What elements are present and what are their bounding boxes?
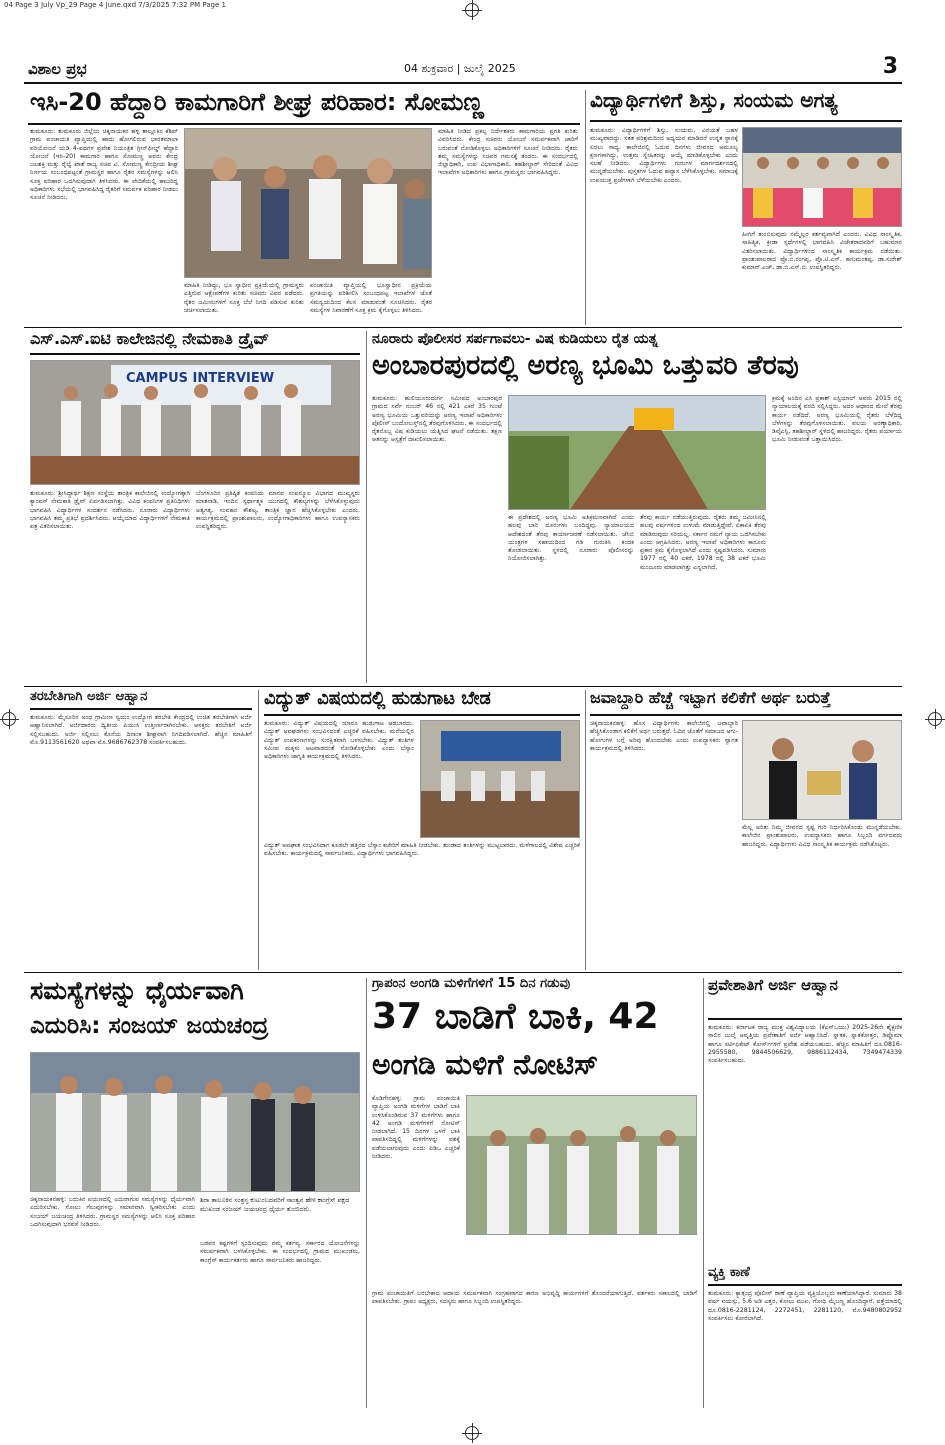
excavation-photo-icon [509,396,766,510]
story9-kicker: ಗ್ರಾಪಂನ ಅಂಗಡಿ ಮಳಿಗೆಗಳಿಗೆ 15 ದಿನ ಗಡುವು [372,976,571,991]
newspaper-name: ವಿಶಾಲ ಪ್ರಭ [28,60,87,78]
registration-mark-right [928,712,942,726]
campus-interview-banner: CAMPUS INTERVIEW [126,371,275,386]
column-divider [366,978,367,1408]
story1-rule [28,123,580,125]
visit-photo-icon [31,1053,360,1192]
story8-headline-line1: ಸಮಸ್ಯೆಗಳನ್ನು ಧೈರ್ಯವಾಗಿ [30,978,244,1005]
column-divider [585,690,586,970]
story9-headline-line2: ಅಂಗಡಿ ಮಳಿಗೆ ನೋಟಿಸ್ [372,1050,599,1081]
row-divider [24,686,902,687]
story4-col2: ಈ ಪ್ರದೇಶದಲ್ಲಿ ಅರಣ್ಯ ಭೂಮಿ ಅತಿಕ್ರಮಣವಾಗಿದೆ ಎಂದು ಹಲವು ಬಾರಿ ದೂರುಗಳು ಬಂದಿದ್ದವು. ನ್ಯಾಯಾಲಯದ ಆದೇಶದಂತೆ ತೆರವು ಕಾರ್ಯಾಚರಣೆ ನಡೆಸಲಾಯಿತು. ಜೆಸಿಬಿ ಯಂತ್ರಗಳ ಸಹಾಯದಿಂದ ಗಡಿ ಗುರುತಿಸಿ ಕಂದಕ ತೋಡಲಾಯಿತು. ಸ್ಥಳದಲ್ಲಿ ನೂರಾರು ಪೊಲೀಸರನ್ನು ನಿಯೋಜಿಸಲಾಗಿತ್ತು. [508,514,634,563]
page-number: 3 [882,54,898,79]
story8-headline-line2: ಎದುರಿಸಿ: ಸಂಜಯ್ ಜಯಚಂದ್ರ [30,1014,269,1039]
story8-col2: ಬಡವರ ಕಷ್ಟಗಳಿಗೆ ಸ್ಪಂದಿಸುವುದು ನಮ್ಮ ಕರ್ತವ್ಯ. ಸರ್ಕಾರದ ಯೋಜನೆಗಳನ್ನು ಸಮರ್ಪಕವಾಗಿ ಬಳಸಿಕೊಳ್ಳಬೇಕು. ಈ ಸಂದರ್ಭದಲ್ಲಿ ಗ್ರಾಮದ ಮುಖಂಡರು, ಕಾಂಗ್ರೆಸ್ ಕಾರ್ಯಕರ್ತರು ಹಾಗೂ ಸಾರ್ವಜನಿಕರು ಹಾಜರಿದ್ದರು. [200,1240,360,1264]
story9-col2: ಗ್ರಾಮ ಪಂಚಾಯಿತಿಗೆ ಬರಬೇಕಾದ ಆದಾಯ ಸಮರ್ಪಕವಾಗಿ ಸಂಗ್ರಹವಾಗದ ಕಾರಣ ಅಭಿವೃದ್ಧಿ ಕಾರ್ಯಗಳಿಗೆ ತೊಂದರೆಯಾಗುತ್ತಿದೆ. ವರ್ತಕರು ಸಕಾಲದಲ್ಲಿ ಬಾಡಿಗೆ ಪಾವತಿಸಬೇಕು. ಗ್ರಾಪಂ ಅಧ್ಯಕ್ಷರು, ಸದಸ್ಯರು ಹಾಗೂ ಸಿಬ್ಬಂದಿ ಉಪಸ್ಥಿತರಿದ್ದರು. [372,1290,697,1306]
story4-col1: ತುಮಕೂರು: ಹುಲಿಯೂರುದುರ್ಗ ಸಮೀಪದ ಅಂಬಾರಪುರ ಗ್ರಾಮದ ಸರ್ವೆ ನಂಬರ್ 46 ರಲ್ಲಿ 421 ಎಕರೆ 35 ಗುಂಟೆ ಅರಣ್ಯ ಭೂಮಿಯ ಒತ್ತುವರಿಯನ್ನು ಅರಣ್ಯ ಇಲಾಖೆ ಅಧಿಕಾರಿಗಳು ಪೊಲೀಸ್ ಬಂದೋಬಸ್ತ್‌ನಲ್ಲಿ ತೆರವುಗೊಳಿಸಿದರು. ಈ ಸಂದರ್ಭದಲ್ಲಿ ರೈತನೊಬ್ಬ ವಿಷ ಕುಡಿಯಲು ಯತ್ನಿಸಿದ ಘಟನೆ ನಡೆಯಿತು. ತಕ್ಷಣ ಆತನನ್ನು ಆಸ್ಪತ್ರೆಗೆ ದಾಖಲಿಸಲಾಯಿತು. [372,395,502,444]
story9-headline-line1: 37 ಬಾಡಿಗೆ ಬಾಕಿ, 42 [372,998,659,1037]
registration-mark-left [2,712,16,726]
meeting-photo-icon [185,129,432,278]
row-divider [24,972,902,973]
story6-col2: ವಿದ್ಯುತ್ ಅಪಘಾತ ಸಂಭವಿಸಿದಾಗ ಕೂಡಲೇ ಹತ್ತಿರದ ಬೆಸ್ಕಾಂ ಕಚೇರಿಗೆ ಮಾಹಿತಿ ನೀಡಬೇಕು. ತುಂಡಾದ ತಂತಿಗಳನ್ನು ಮುಟ್ಟಬಾರದು. ಮಳೆಗಾಲದಲ್ಲಿ ವಿಶೇಷ ಎಚ್ಚರಿಕೆ ವಹಿಸಬೇಕು. ಕಾರ್ಯಕ್ರಮದಲ್ಲಿ ಸಾರ್ವಜನಿಕರು, ವಿದ್ಯಾರ್ಥಿಗಳು ಭಾಗವಹಿಸಿದ್ದರು. [264,842,580,858]
story5-headline: ತರಬೇತಿಗಾಗಿ ಅರ್ಜಿ ಆಹ್ವಾನ [30,690,252,710]
story6-col1: ತುಮಕೂರು: ವಿದ್ಯುತ್ ವಿಷಯದಲ್ಲಿ ಯಾರೂ ಹುಡುಗಾಟ ಆಡಬಾರದು. ವಿದ್ಯುತ್ ಅವಘಡಗಳು ಸಂಭವಿಸದಂತೆ ಎಚ್ಚರಿಕೆ ವಹಿಸಬೇಕು. ಮನೆಯಲ್ಲಿನ ವಿದ್ಯುತ್ ಉಪಕರಣಗಳನ್ನು ಸುರಕ್ಷಿತವಾಗಿ ಬಳಸಬೇಕು. ವಿದ್ಯುತ್ ತಂತಿಗಳ ಸಮೀಪ ಮಕ್ಕಳು ಆಟವಾಡದಂತೆ ನೋಡಿಕೊಳ್ಳಬೇಕು ಎಂದು ಬೆಸ್ಕಾಂ ಅಧಿಕಾರಿಗಳು ಜಾಗೃತಿ ಕಾರ್ಯಕ್ರಮದಲ್ಲಿ ತಿಳಿಸಿದರು. [264,720,414,761]
story9-photo [466,1095,697,1235]
story2-headline: ವಿದ್ಯಾರ್ಥಿಗಳಿಗೆ ಶಿಸ್ತು, ಸಂಯಮ ಅಗತ್ಯ [590,90,902,122]
column-divider [258,690,259,970]
registration-mark-top [465,3,479,17]
story5-col: ತುಮಕೂರು: ಮೈಸೂರಿನ ಅಂಧ ಗ್ರಾಮೀಣ ಸ್ವಯಂ ಉದ್ಯೋಗ ತರಬೇತಿ ಕೇಂದ್ರದಲ್ಲಿ ಉಚಿತ ತರಬೇತಿಗಾಗಿ ಅರ್ಜಿ ಆಹ್ವಾನಿಸಲಾಗಿದೆ. ಅರ್ಜಿದಾರರು ದ್ವಿತೀಯ ಪಿಯುಸಿ ಉತ್ತೀರ್ಣರಾಗಿರಬೇಕು. ಆಸಕ್ತರು ತರಬೇತಿಗೆ ಅರ್ಜಿ ಸಲ್ಲಿಸಬಹುದು. ಅರ್ಜಿ ಸಲ್ಲಿಸಲು ಕೊನೆಯ ದಿನಾಂಕ ಶೀಘ್ರವಾಗಿ ನಿಗದಿಪಡಿಸಲಾಗಿದೆ. ಹೆಚ್ಚಿನ ಮಾಹಿತಿಗೆ ಮೊ.9113561620 ಅಥವಾ ಮೊ.9686762378 ಸಂಪರ್ಕಿಸಬಹುದು. [30,714,252,746]
story1-col2: ಮಾಹಿತಿ ನೀಡಿದ್ದು, ಭೂ ಸ್ವಾಧೀನ ಪ್ರಕ್ರಿಯೆಯಲ್ಲಿ ಗ್ರಾಮಸ್ಥರು ಎತ್ತಿರುವ ಆಕ್ಷೇಪಣೆಗಳ ಕುರಿತು ಸಚಿವರು ವಿವರ ಪಡೆದರು. ರೈತರ ಜಮೀನುಗಳಿಗೆ ಸೂಕ್ತ ಬೆಲೆ ನಿಗದಿ ಪಡಿಸುವ ಕುರಿತು ಚರ್ಚಿಸಲಾಯಿತು. [184,282,304,314]
story2-col2: ಹೀಗಿಗೆ ತುಂಬಿಸುವುದು ನಮ್ಮೆಲ್ಲರ ಕರ್ತವ್ಯವಾಗಿದೆ ಎಂದರು. ವಿವಿಧ ಸಾಂಸ್ಕೃತಿಕ, ಸಾಹಿತ್ಯಿಕ, ಕ್ರೀಡಾ ಸ್ಪರ್ಧೆಗಳಲ್ಲಿ ಭಾಗವಹಿಸಿ ವಿಜೇತರಾದವರಿಗೆ ಬಹುಮಾನ ವಿತರಿಸಲಾಯಿತು. ವಿದ್ಯಾರ್ಥಿಗಳಿಂದ ಸಾಂಸ್ಕೃತಿಕ ಕಾರ್ಯಕ್ರಮ ನಡೆಯಿತು. ಪ್ರಾಂಶುಪಾಲರಾದ ಪ್ರೊ.ಬಿ.ರಂಗಪ್ಪ, ಪ್ರೊ.ಟಿ.ಎನ್. ಹನುಮಂತಪ್ಪ, ಡಾ.ಸುರೇಶ್ ಕುಮಾರ್.ಎಚ್, ಡಾ.ಬಿ.ಎಸ್.ಬಿ. ಉಪಸ್ಥಿತರಿದ್ದರು. [742,231,902,272]
story7-col1: ಚಿಕ್ಕನಾಯಕನಹಳ್ಳಿ: ಹೊಸ ವಿದ್ಯಾರ್ಥಿಗಳು ಕಾಲೇಜಿನಲ್ಲಿ ಜವಾಬ್ದಾರಿ ಹೆಚ್ಚಿಸಿಕೊಂಡಾಗ ಕಲಿಕೆಗೆ ಅರ್ಥ ಬರುತ್ತದೆ. ಓದಿನ ಜೊತೆಗೆ ಸಮಾಜದ ಆಗು-ಹೋಗುಗಳ ಬಗ್ಗೆ ಅರಿವು ಹೊಂದಬೇಕು ಎಂದು ಉಪನ್ಯಾಸಕರು ಸ್ವಾಗತ ಕಾರ್ಯಕ್ರಮದಲ್ಲಿ ತಿಳಿಸಿದರು. [590,720,738,752]
story4-photo [508,395,766,510]
masthead [24,54,902,84]
issue-date: 04 ಶುಕ್ರವಾರ | ಜುಲೈ 2025 [404,62,516,75]
story3-photo [30,360,360,485]
column-divider [585,90,586,325]
ceremony-photo-icon [743,128,902,227]
story10-col: ತುಮಕೂರು: ಕರ್ನಾಟಕ ರಾಜ್ಯ ಮುಕ್ತ ವಿಶ್ವವಿದ್ಯಾಲಯ (ಕೆಎಸ್‌ಒಯು) 2025-26ನೇ ಶೈಕ್ಷಣಿಕ ಸಾಲಿನ ಜುಲೈ ಆವೃತ್ತಿಯ ಪ್ರವೇಶಾತಿಗೆ ಅರ್ಜಿ ಆಹ್ವಾನಿಸಿದೆ. ಸ್ನಾತಕ, ಸ್ನಾತಕೋತ್ತರ, ಡಿಪ್ಲೊಮಾ ಹಾಗೂ ಸರ್ಟಿಫಿಕೇಟ್ ಕೋರ್ಸ್‌ಗಳಿಗೆ ಪ್ರವೇಶ ಪಡೆಯಬಹುದು. ಹೆಚ್ಚಿನ ಮಾಹಿತಿಗೆ ದೂ.0816-2955580, 9844506629, 9886112434, 7349474339 ಸಂಪರ್ಕಿಸಬಹುದು. [708,1024,902,1065]
story4-col4: ಕ್ರಮಕ್ಕೆ ಅಂದಿನ ಎಸಿ ಪ್ರಕಾಶ್ ಎಸ್ಟಿಯಾಲ್ ಅವರು 2015 ರಲ್ಲಿ ನ್ಯಾಯಾಲಯಕ್ಕೆ ವರದಿ ಸಲ್ಲಿಸಿದ್ದರು. ಅದರ ಆಧಾರದ ಮೇಲೆ ತೆರವು ಕಾರ್ಯ ನಡೆದಿದೆ. ಅರಣ್ಯ ಭೂಮಿಯಲ್ಲಿ ರೈತರು ಬೆಳೆದಿದ್ದ ಬೆಳೆಗಳನ್ನು ತೆರವುಗೊಳಿಸಲಾಯಿತು. ವಲಯ ಅರಣ್ಯಾಧಿಕಾರಿ, ಡಿವೈಎಸ್ಪಿ, ತಹಶೀಲ್ದಾರ್ ಸ್ಥಳದಲ್ಲಿ ಹಾಜರಿದ್ದರು. ರೈತರು ಪರ್ಯಾಯ ಭೂಮಿ ನೀಡುವಂತೆ ಒತ್ತಾಯಿಸಿದರು. [772,395,902,444]
story1-col3: ಪಂಚಾಯಿತಿ ವ್ಯಾಪ್ತಿಯಲ್ಲಿ ಭೂಸ್ವಾಧೀನ ಪ್ರಕ್ರಿಯೆಯ ಪ್ರಗತಿಯನ್ನು ಪರಿಶೀಲಿಸಿ ಸಂಬಂಧಪಟ್ಟ ಇಲಾಖೆಗಳ ಜೊತೆ ಸಮನ್ವಯದಿಂದ ಕೆಲಸ ಮಾಡುವಂತೆ ಸೂಚಿಸಿದರು. ರೈತರ ಸಮಸ್ಯೆಗಳ ನಿವಾರಣೆಗೆ ಸೂಕ್ತ ಕ್ರಮ ಕೈಗೊಳ್ಳಲು ತಿಳಿಸಿದರು. [310,282,432,314]
story8-caption: ಶಿರಾ ತಾಲೂಕಿನ ಸಂತ್ರಸ್ತ ಕುಟುಂಬದವರಿಗೆ ಸಾಂತ್ವನ ಹೇಳಿ ಕಾಂಗ್ರೆಸ್ ಪಕ್ಷದ ಮುಖಂಡ ಸಂಜಯ್ ಜಯಚಂದ್ರ ಧೈರ್ಯ ತುಂಬಿದರು. [200,1196,350,1213]
story11-headline: ವ್ಯಕ್ತಿ ಕಾಣೆ [708,1266,902,1286]
story3-headline: ಎಸ್.ಎಸ್.ಐಟಿ ಕಾಲೇಜಿನಲ್ಲಿ ನೇಮಕಾತಿ ಡ್ರೈವ್ [30,331,360,355]
story1-headline: ಇಸಿ-20 ಹೆದ್ದಾರಿ ಕಾಮಗಾರಿಗೆ ಶೀಘ್ರ ಪರಿಹಾರ: ಸೋಮಣ್ಣ [30,90,484,116]
row-divider [24,327,902,328]
story2-col1: ತುಮಕೂರು: ವಿದ್ಯಾರ್ಥಿಗಳಿಗೆ ಶಿಸ್ತು, ಸಂಯಮ, ವಿನಯತೆ ಬಹಳ ಮುಖ್ಯವಾದದ್ದು. ಸತತ ಪರಿಶ್ರಮದಿಂದ ಅಧ್ಯಯನ ಮಾಡಿದರೆ ಉನ್ನತ ಸ್ಥಾನಕ್ಕೆ ಏರಲು ಸಾಧ್ಯ. ಕಾಲೇಜಿನಲ್ಲಿ ಓದುವ ದಿನಗಳು ಜೀವನದ ಅಮೂಲ್ಯ ಕ್ಷಣಗಳಾಗಿದ್ದು, ಉತ್ತಮ ಸ್ನೇಹಿತರನ್ನು ಆಯ್ಕೆ ಮಾಡಿಕೊಳ್ಳಬೇಕು ಎಂದು ಸಲಹೆ ನೀಡಿದರು. ವಿದ್ಯಾರ್ಥಿಗಳು ಗುರುಗಳ ಮಾರ್ಗದರ್ಶನದಲ್ಲಿ ಮುನ್ನಡೆಯಬೇಕು. ಪುಸ್ತಕಗಳ ಓದುವ ಹವ್ಯಾಸ ಬೆಳೆಸಿಕೊಳ್ಳಬೇಕು. ಸಮಾಜಕ್ಕೆ ಉಪಯುಕ್ತ ಪ್ರಜೆಗಳಾಗಿ ಬೆಳೆಯಬೇಕು ಎಂದರು. [590,127,738,184]
story4-headline: ಅಂಬಾರಪುರದಲ್ಲಿ ಅರಣ್ಯ ಭೂಮಿ ಒತ್ತುವರಿ ತೆರವು [372,352,799,381]
story9-col1: ಕೊಡಿಗೇನಹಳ್ಳಿ: ಗ್ರಾಮ ಪಂಚಾಯಿತಿ ವ್ಯಾಪ್ತಿಯ ಅಂಗಡಿ ಮಳಿಗೆಗಳ ಬಾಡಿಗೆ ಬಾಕಿ ಉಳಿಸಿಕೊಂಡಿರುವ 37 ಮಳಿಗೆಗಳು ಹಾಗೂ 42 ಅಂಗಡಿ ಮಳಿಗೆಗಳಿಗೆ ನೋಟಿಸ್ ನೀಡಲಾಗಿದೆ. 15 ದಿನಗಳ ಒಳಗೆ ಬಾಕಿ ಪಾವತಿಸದಿದ್ದಲ್ಲಿ ಮಳಿಗೆಗಳನ್ನು ವಶಕ್ಕೆ ಪಡೆಯಲಾಗುವುದು ಎಂದು ಪಿಡಿಒ ಎಚ್ಚರಿಕೆ ನೀಡಿದರು. [372,1095,460,1161]
story4-kicker: ನೂರಾರು ಪೊಲೀಸರ ಸರ್ಪಗಾವಲು- ವಿಷ ಕುಡಿಯಲು ರೈತ ಯತ್ನ [372,331,658,347]
story1-photo [184,128,432,278]
story8-photo [30,1052,360,1192]
column-divider [366,331,367,683]
story7-photo [742,720,902,820]
stage-photo-icon [421,721,580,838]
story11-col: ತುಮಕೂರು: ಕ್ಯಾತ್ಸಂದ್ರ ಪೊಲೀಸ್ ಠಾಣೆ ವ್ಯಾಪ್ತಿಯ ವ್ಯಕ್ತಿಯೊಬ್ಬರು ಕಾಣೆಯಾಗಿದ್ದಾರೆ. ಸುಮಾರು 38 ವರ್ಷ ವಯಸ್ಸು, 5.6 ಅಡಿ ಎತ್ತರ, ಕೋಲು ಮುಖ, ಗೋಧಿ ಮೈಬಣ್ಣ ಹೊಂದಿದ್ದಾರೆ. ಪತ್ತೆಯಾದಲ್ಲಿ ದೂ.0816-2281124, 2272451, 2281120, ಮೊ.9480802952 ಸಂಪರ್ಕಿಸಲು ಕೋರಲಾಗಿದೆ. [708,1290,902,1322]
shops-photo-icon [467,1096,697,1235]
story6-photo [420,720,580,838]
story3-col2: ಬೆಂಗಳೂರಿನ ಪ್ರತಿಷ್ಠಿತ ಕಂಪನಿಯ ಮಾನವ ಸಂಪನ್ಮೂಲ ವಿಭಾಗದ ಮುಖ್ಯಸ್ಥರು ಮಾತನಾಡಿ, ಇಂದಿನ ಸ್ಪರ್ಧಾತ್ಮಕ ಯುಗದಲ್ಲಿ ಕೌಶಲ್ಯಗಳನ್ನು ಬೆಳೆಸಿಕೊಳ್ಳುವುದು ಅತ್ಯಗತ್ಯ. ಸಂವಹನ ಕೌಶಲ್ಯ, ತಾಂತ್ರಿಕ ಜ್ಞಾನ ಹೆಚ್ಚಿಸಿಕೊಳ್ಳಬೇಕು ಎಂದರು. ಕಾರ್ಯಕ್ರಮದಲ್ಲಿ ಪ್ರಾಂಶುಪಾಲರು, ಉದ್ಯೋಗಾಧಿಕಾರಿಗಳು ಹಾಗೂ ಉಪನ್ಯಾಸಕರು ಉಪಸ್ಥಿತರಿದ್ದರು. [196,490,360,531]
story7-col2: ಮೆಲ್ಲ ಅರಿತು ನಿಮ್ಮ ಜೀವನದ ಸ್ಪಷ್ಟ ಗುರಿ ನಿರ್ಧರಿಸಿಕೊಂಡು ಮುನ್ನಡೆಯಬೇಕು. ಕಾಲೇಜಿನ ಪ್ರಾಂಶುಪಾಲರು, ಉಪನ್ಯಾಸಕರು ಹಾಗೂ ಸಿಬ್ಬಂದಿ ವರ್ಗದವರು ಹಾಜರಿದ್ದರು. ವಿದ್ಯಾರ್ಥಿಗಳು ವಿವಿಧ ಸಾಂಸ್ಕೃತಿಕ ಕಾರ್ಯಕ್ರಮ ನಡೆಸಿಕೊಟ್ಟರು. [742,824,902,848]
story4-col3: ತೆರವು ಕಾರ್ಯ ನಡೆಯುತ್ತಿರುವುದು. ರೈತರು ತಮ್ಮ ಜಮೀನಿನಲ್ಲಿ ಹಲವು ವರ್ಷಗಳಿಂದ ಉಳುಮೆ ಮಾಡುತ್ತಿದ್ದೇವೆ. ಏಕಾಏಕಿ ತೆರವು ಮಾಡಿರುವುದು ಸರಿಯಲ್ಲ. ಸರ್ಕಾರ ನಮಗೆ ನ್ಯಾಯ ಒದಗಿಸಬೇಕು ಎಂದು ಆಗ್ರಹಿಸಿದರು. ಅರಣ್ಯ ಇಲಾಖೆ ಅಧಿಕಾರಿಗಳು ಕಾನೂನು ಪ್ರಕಾರ ಕ್ರಮ ಕೈಗೊಳ್ಳಲಾಗಿದೆ ಎಂದು ಸ್ಪಷ್ಟಪಡಿಸಿದರು. ಸುಮಾರು 1977 ರಲ್ಲಿ 40 ಎಕರೆ, 1978 ರಲ್ಲಿ 38 ಎಕರೆ ಭೂಮಿ ಮಂಜೂರು ಮಾಡಲಾಗಿತ್ತು ಎನ್ನಲಾಗಿದೆ. [640,514,766,571]
story2-photo [742,127,902,227]
registration-mark-bottom [465,1426,479,1440]
story1-col4: ಮಾಹಿತಿ ನೀಡಿದ ಪ್ರಕಲ್ಪ ನಿರ್ದೇಶಕರು ಕಾಮಗಾರಿಯ ಪ್ರಗತಿ ಕುರಿತು ವಿವರಿಸಿದರು. ಕೇಂದ್ರ ಸಚಿವರು ಯೋಜನೆ ಸಮರ್ಪಕವಾಗಿ ಜಾರಿಗೆ ಬರುವಂತೆ ನೋಡಿಕೊಳ್ಳಲು ಅಧಿಕಾರಿಗಳಿಗೆ ಸೂಚನೆ ನೀಡಿದರು. ರೈತರು ತಮ್ಮ ಸಮಸ್ಯೆಗಳನ್ನು ಸಚಿವರ ಗಮನಕ್ಕೆ ತಂದರು. ಈ ಸಂದರ್ಭದಲ್ಲಿ ಜಿಲ್ಲಾಧಿಕಾರಿ, ಉಪ ವಿಭಾಗಾಧಿಕಾರಿ, ತಹಶೀಲ್ದಾರ್ ಸೇರಿದಂತೆ ವಿವಿಧ ಇಲಾಖೆಗಳ ಅಧಿಕಾರಿಗಳು ಹಾಗೂ ಗ್ರಾಮಸ್ಥರು ಭಾಗವಹಿಸಿದ್ದರು. [438,128,578,177]
felicitation-photo-icon [743,721,902,820]
story8-col1: ಚಿಕ್ಕನಾಯಕನಹಳ್ಳಿ: ಬದುಕಿನ ಪಯಣದಲ್ಲಿ ಎದುರಾಗುವ ಸಮಸ್ಯೆಗಳನ್ನು ಧೈರ್ಯವಾಗಿ ಎದುರಿಸಬೇಕು. ಸೋಲು ಗೆಲುವುಗಳನ್ನು ಸಮಾನವಾಗಿ ಸ್ವೀಕರಿಸಬೇಕು ಎಂದು ಸಂಜಯ್ ಜಯಚಂದ್ರ ತಿಳಿಸಿದರು. ಗ್ರಾಮಸ್ಥರ ಸಮಸ್ಯೆಗಳನ್ನು ಆಲಿಸಿ ಸೂಕ್ತ ಪರಿಹಾರ ಒದಗಿಸುವುದಾಗಿ ಭರವಸೆ ನೀಡಿದರು. [30,1196,195,1228]
story7-headline: ಜವಾಬ್ದಾರಿ ಹೆಚ್ಚೆ ಇಟ್ಟಾಗ ಕಲಿಕೆಗೆ ಅರ್ಥ ಬರುತ್ತೆ [590,690,902,716]
print-slug: 04 Page 3 July Vp_29 Page 4 June.qxd 7/3/2025 7:32 PM Page 1 [4,1,226,9]
story10-headline: ಪ್ರವೇಶಾತಿಗೆ ಅರ್ಜಿ ಆಹ್ವಾನ [708,978,902,1020]
story6-headline: ವಿದ್ಯುತ್ ವಿಷಯದಲ್ಲಿ ಹುಡುಗಾಟ ಬೇಡ [264,690,580,716]
story1-col1: ತುಮಕೂರು: ತುಮಕೂರು ಜಿಲ್ಲೆಯ ಚಿಕ್ಕನಾಯಕನ ಹಳ್ಳಿ ತಾಲ್ಲೂಕಿನ ಕೆಶಿಪ್ ಗ್ರಾಮ ಪಂಚಾಯತಿ ವ್ಯಾಪ್ತಿಯಲ್ಲಿ ಹಾದು ಹೋಗಲಿರುವ ಭಾರತಮಾಲಾ ಪರಿಯೋಜನೆ ಯಡಿ 4-ಪಥಗಳ ಪ್ರವೇಶ ನಿಯಂತ್ರಿತ ಗ್ರೀನ್‌ಫೀಲ್ಡ್ ಹೆದ್ದಾರಿ ಯೋಜನೆ (ಇಸಿ-20) ಕಾಮಗಾರಿ ಹಾಗೂ ಸೋಮಣ್ಣ ಅವರು ಕೇಂದ್ರ ಜಲಶಕ್ತಿ ಮತ್ತು ರೈಲ್ವೆ ಖಾತೆ ರಾಜ್ಯ ಸಚಿವ ವಿ. ಸೋಮಣ್ಣ ಕೇಂದ್ರೀಯ ಶೀಘ್ರ ನಿರ್ಣಯ ಸಂಬಂಧಪಟ್ಟಂತೆ ಗ್ರಾಮಸ್ಥರ ಹಾಗೂ ರೈತರ ಸಮಸ್ಯೆಗಳನ್ನು ಆಲಿಸಿ ಸೂಕ್ತ ಪರಿಹಾರ ಒದಗಿಸುವುದಾಗಿ ತಿಳಿಸಿದರು. ಈ ವೇದಿಕೆಯಲ್ಲಿ ಹಾಜರಿದ್ದ ಅಧಿಕಾರಿಗಳು ಸಭೆಯಲ್ಲಿ ಭಾಗವಹಿಸಿದ್ದ ರೈತರಿಗೆ ಸಮರ್ಪಕ ಪರಿಹಾರ ನೀಡಲು ಸೂಚನೆ ನೀಡಿದರು. [30,128,178,202]
column-divider [703,978,704,1408]
story3-col1: ತುಮಕೂರು: ಶ್ರೀಸಿದ್ಧಾರ್ಥ ಶಿಕ್ಷಣ ಸಂಸ್ಥೆಯ ತಾಂತ್ರಿಕ ಕಾಲೇಜಿನಲ್ಲಿ ಉದ್ಯೋಗಕ್ಕಾಗಿ ಕ್ಯಾಂಪಸ್ ನೇಮಕಾತಿ ಡ್ರೈವ್ ಏರ್ಪಡಿಸಲಾಗಿತ್ತು. ವಿವಿಧ ಕಂಪನಿಗಳ ಪ್ರತಿನಿಧಿಗಳು ಭಾಗವಹಿಸಿ ವಿದ್ಯಾರ್ಥಿಗಳ ಸಂದರ್ಶನ ನಡೆಸಿದರು. ನೂರಾರು ವಿದ್ಯಾರ್ಥಿಗಳು ಭಾಗವಹಿಸಿ ತಮ್ಮ ಪ್ರತಿಭೆ ಪ್ರದರ್ಶಿಸಿದರು. ಆಯ್ಕೆಯಾದ ವಿದ್ಯಾರ್ಥಿಗಳಿಗೆ ನೇಮಕಾತಿ ಪತ್ರ ವಿತರಿಸಲಾಯಿತು. [30,490,190,531]
